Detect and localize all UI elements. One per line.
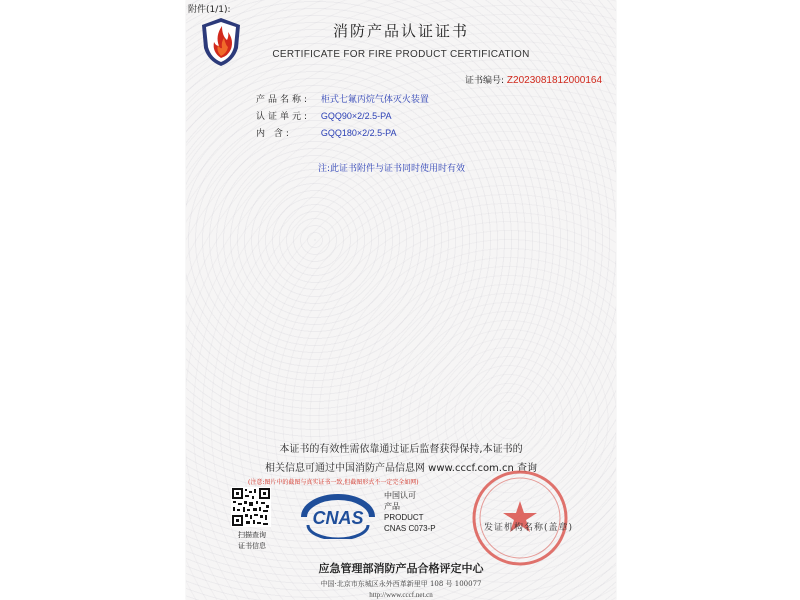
certificate-page	[186, 0, 616, 600]
field-row-product-name	[256, 91, 429, 108]
issuing-authority: 应急管理部消防产品合格评定中心	[318, 562, 484, 575]
product-fields	[256, 91, 429, 142]
certificate-title: 消防产品认证证书	[332, 22, 469, 40]
cnas-logo-text: CNAS	[312, 508, 364, 528]
qr-code-icon[interactable]	[231, 487, 271, 527]
field-label: 认证单元:	[256, 112, 311, 122]
cert-no-label: 证书编号:	[464, 76, 505, 86]
field-value: GQQ90×2/2.5-PA	[320, 111, 392, 121]
field-label: 产品名称:	[256, 95, 311, 105]
validity-line-2: 相关信息可通过中国消防产品信息网 www.cccf.com.cn 查询	[265, 463, 537, 474]
qr-caption-line-2: 证书信息	[238, 542, 266, 550]
cert-no-value: Z2023081812000164	[506, 75, 602, 86]
field-value: GQQ180×2/2.5-PA	[320, 128, 397, 138]
field-label: 内 含:	[256, 129, 292, 139]
field-row-cert-unit	[256, 108, 429, 125]
issuer-signature-label: 发证机构名称(盖章)	[484, 523, 574, 533]
official-seal-icon	[470, 468, 570, 568]
cnas-logo-icon	[298, 487, 378, 539]
field-row-contains	[256, 125, 429, 142]
validity-line-1: 本证书的有效性需依靠通过证后监督获得保持,本证书的	[279, 444, 523, 455]
certificate-number	[465, 73, 602, 86]
screenshot-warning: (注意:图片中的截图与真实证书一致,但截图形式不一定完全如网)	[248, 479, 419, 486]
issuer-address: 中国·北京市东城区永外西革新里甲 108 号 100077	[320, 580, 482, 588]
cnas-accreditation-info	[384, 490, 436, 534]
cnas-line-4: CNAS C073-P	[384, 524, 436, 533]
qr-caption-line-1: 扫描查询	[238, 531, 266, 539]
issuer-website-link[interactable]: http://www.cccf.net.cn	[369, 591, 433, 599]
cnas-line-1: 中国认可	[384, 491, 416, 500]
attachment-label: 附件(1/1):	[188, 5, 231, 15]
cnas-line-3: PRODUCT	[384, 513, 424, 522]
qr-caption	[230, 530, 274, 552]
field-value: 柜式七氟丙烷气体灭火装置	[320, 94, 429, 104]
certificate-title-en: CERTIFICATE FOR FIRE PRODUCT CERTIFICATION	[272, 49, 530, 60]
cnas-line-2: 产品	[384, 502, 400, 511]
attachment-note: 注:此证书附件与证书同时使用时有效	[318, 164, 466, 174]
